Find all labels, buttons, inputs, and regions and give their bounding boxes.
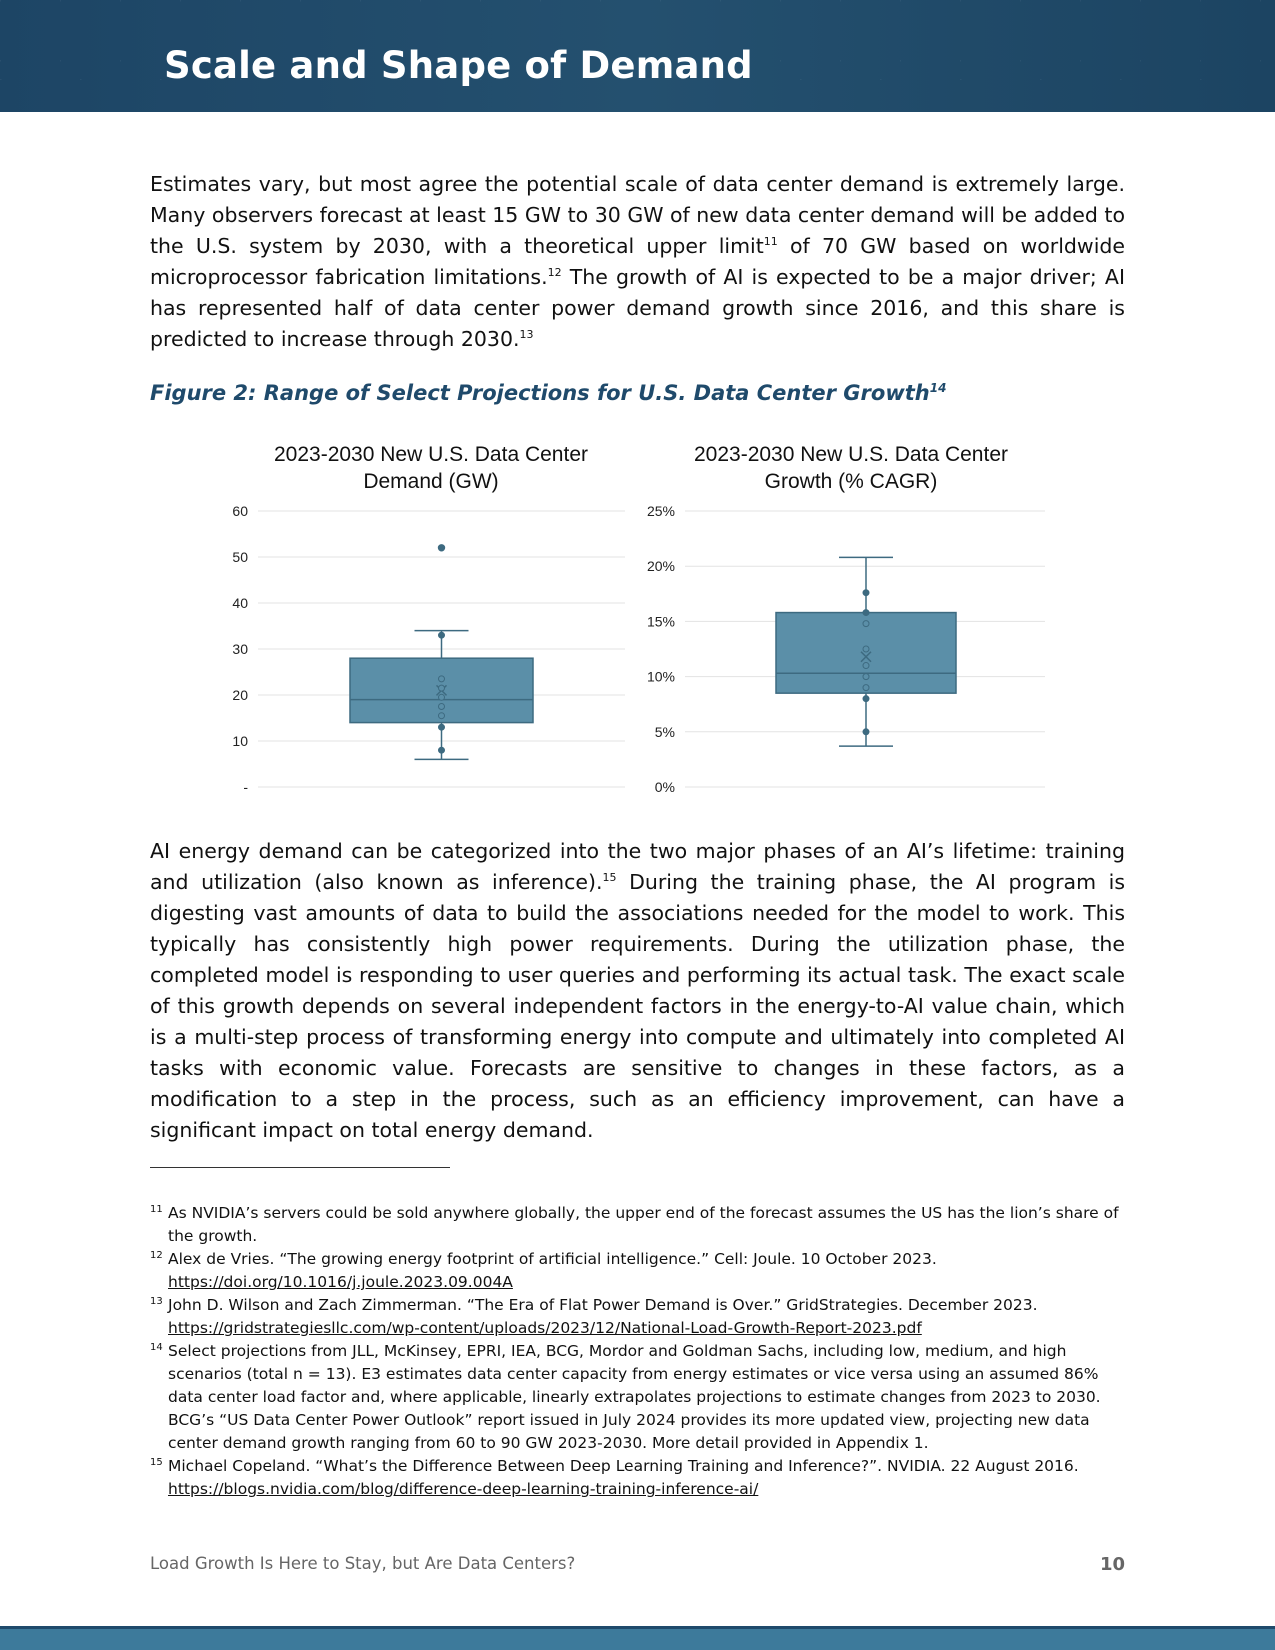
footnote-ref-12[interactable]: 12 bbox=[547, 266, 562, 280]
para2-text-1: AI energy demand can be categorized into the two major phases of an AI’s lifetime: training and utilization (also known as inference). bbox=[150, 839, 1125, 894]
y-tick-label: 20 bbox=[232, 687, 248, 703]
y-tick-label: 25% bbox=[646, 503, 675, 519]
data-point bbox=[863, 696, 869, 702]
footnote-text: John D. Wilson and Zach Zimmerman. “The Era of Flat Power Demand is Over.” GridStrategies. December 2023. bbox=[168, 1296, 1038, 1314]
ai-demand-paragraph bbox=[150, 836, 1125, 1146]
footnote-12 bbox=[150, 1248, 1130, 1294]
y-tick-label: 0% bbox=[654, 779, 675, 795]
data-point bbox=[439, 676, 445, 682]
para1-text-2: of 70 GW based on worldwide microprocessor fabrication limitations. bbox=[150, 234, 1126, 289]
footnote-link[interactable]: https://doi.org/10.1016/j.joule.2023.09.004A bbox=[168, 1273, 513, 1291]
footnote-text: As NVIDIA’s servers could be sold anywhere globally, the upper end of the forecast assumes the US has the lion’s share of the growth. bbox=[168, 1204, 1119, 1245]
outlier-point bbox=[438, 545, 444, 551]
footnote-ref-15[interactable]: 15 bbox=[602, 871, 617, 885]
footnote-link[interactable]: https://gridstrategiesllc.com/wp-content/uploads/2023/12/National-Load-Growth-Report-2023.pdf bbox=[168, 1319, 922, 1337]
y-tick-label: 50 bbox=[232, 549, 248, 565]
data-point bbox=[439, 694, 445, 700]
chart-subtitle: Demand (GW) bbox=[363, 470, 499, 493]
footnote-text: Michael Copeland. “What’s the Difference Between Deep Learning Training and Inference?”. NVIDIA. 22 August 2016. bbox=[168, 1457, 1079, 1475]
intro-paragraph bbox=[150, 169, 1125, 355]
y-tick-label: 60 bbox=[232, 503, 248, 519]
footnote-text: Select projections from JLL, McKinsey, EPRI, IEA, BCG, Mordor and Goldman Sachs, including low, medium, and high scenarios (total n = 13). E3 estimates data center capacity from energy estimates or vice versa using an assumed 86% data center load factor and, where applicable, linearly extrapolates projections to estimate changes from 2023 to 2030. BCG’s “US Data Center Power Outlook” report issued in July 2024 provides its more updated view, projecting new data center demand growth ranging from 60 to 90 GW 2023-2030. More detail provided in Appendix 1. bbox=[168, 1342, 1101, 1452]
y-tick-label: 10% bbox=[646, 668, 675, 685]
footer-bar bbox=[0, 1626, 1275, 1650]
data-point bbox=[863, 621, 869, 627]
footnote-number: 12 bbox=[150, 1250, 163, 1261]
data-point bbox=[863, 663, 869, 669]
figure-caption-text: Figure 2: Range of Select Projections for U.S. Data Center Growth bbox=[150, 381, 930, 405]
data-point bbox=[439, 632, 445, 638]
footnote-number: 13 bbox=[150, 1296, 163, 1307]
data-point bbox=[439, 704, 445, 710]
footnote-14 bbox=[150, 1340, 1130, 1455]
figure-caption bbox=[150, 381, 946, 405]
y-tick-label: 20% bbox=[646, 558, 675, 575]
data-point bbox=[863, 674, 869, 680]
box-plot-figure bbox=[210, 436, 1060, 806]
y-tick-label: 5% bbox=[654, 723, 675, 740]
footnote-text: Alex de Vries. “The growing energy footprint of artificial intelligence.” Cell: Joule. 10 October 2023. bbox=[168, 1250, 937, 1268]
para2-text-2: During the training phase, the AI program is digesting vast amounts of data to build the associations needed for the model to work. This typically has consistently high power requirements. During the utilization phase, the completed model is responding to user queries and performing its actual task. The exact scale of this growth depends on several independent factors in the energy-to-AI value chain, which is a multi-step process of transforming energy into compute and ultimately into completed AI tasks with economic value. Forecasts are sensitive to changes in these factors, as a modification to a step in the process, such as an efficiency improvement, can have a significant impact on total energy demand. bbox=[150, 870, 1125, 1142]
footnote-ref-14[interactable]: 14 bbox=[929, 381, 947, 395]
data-point bbox=[863, 729, 869, 735]
footnote-ref-11[interactable]: 11 bbox=[763, 235, 778, 249]
chart-subtitle: Growth (% CAGR) bbox=[764, 470, 938, 493]
data-point bbox=[439, 713, 445, 719]
y-tick-label: 10 bbox=[232, 733, 248, 749]
para1-text-1: Estimates vary, but most agree the potential scale of data center demand is extremely large. Many observers forecast at least 15 GW to 30 GW of new data center demand will be added to the U.S. system by 2030, with a theoretical upper limit bbox=[150, 172, 1125, 258]
footnote-15 bbox=[150, 1455, 1130, 1501]
data-point bbox=[439, 685, 445, 691]
data-point bbox=[439, 747, 445, 753]
chart-title: 2023-2030 New U.S. Data Center bbox=[693, 443, 1009, 466]
chart-title: 2023-2030 New U.S. Data Center bbox=[273, 443, 589, 466]
footnote-link[interactable]: https://blogs.nvidia.com/blog/difference-deep-learning-training-inference-ai/ bbox=[168, 1480, 759, 1498]
footnotes bbox=[150, 1202, 1130, 1501]
y-tick-label: 30 bbox=[232, 641, 248, 657]
data-point bbox=[863, 685, 869, 691]
footer-document-title: Load Growth Is Here to Stay, but Are Data Centers? bbox=[150, 1554, 576, 1573]
y-tick-label: 15% bbox=[646, 613, 675, 630]
data-point bbox=[439, 724, 445, 730]
y-tick-label: - bbox=[243, 779, 248, 795]
footnote-number: 11 bbox=[150, 1204, 163, 1215]
y-tick-label: 40 bbox=[232, 595, 248, 611]
footnote-number: 14 bbox=[150, 1342, 163, 1353]
footnote-number: 15 bbox=[150, 1457, 163, 1468]
data-point bbox=[863, 646, 869, 652]
page-number: 10 bbox=[1099, 1554, 1125, 1575]
data-point bbox=[863, 590, 869, 596]
footnote-11 bbox=[150, 1202, 1130, 1248]
page-title: Scale and Shape of Demand bbox=[164, 44, 753, 87]
data-point bbox=[863, 610, 869, 616]
footnote-divider bbox=[150, 1167, 450, 1168]
footnote-ref-13[interactable]: 13 bbox=[519, 328, 534, 342]
footnote-13 bbox=[150, 1294, 1130, 1340]
para1-text-3: The growth of AI is expected to be a major driver; AI has represented half of data center power demand growth since 2016, and this share is predicted to increase through 2030. bbox=[150, 265, 1125, 351]
